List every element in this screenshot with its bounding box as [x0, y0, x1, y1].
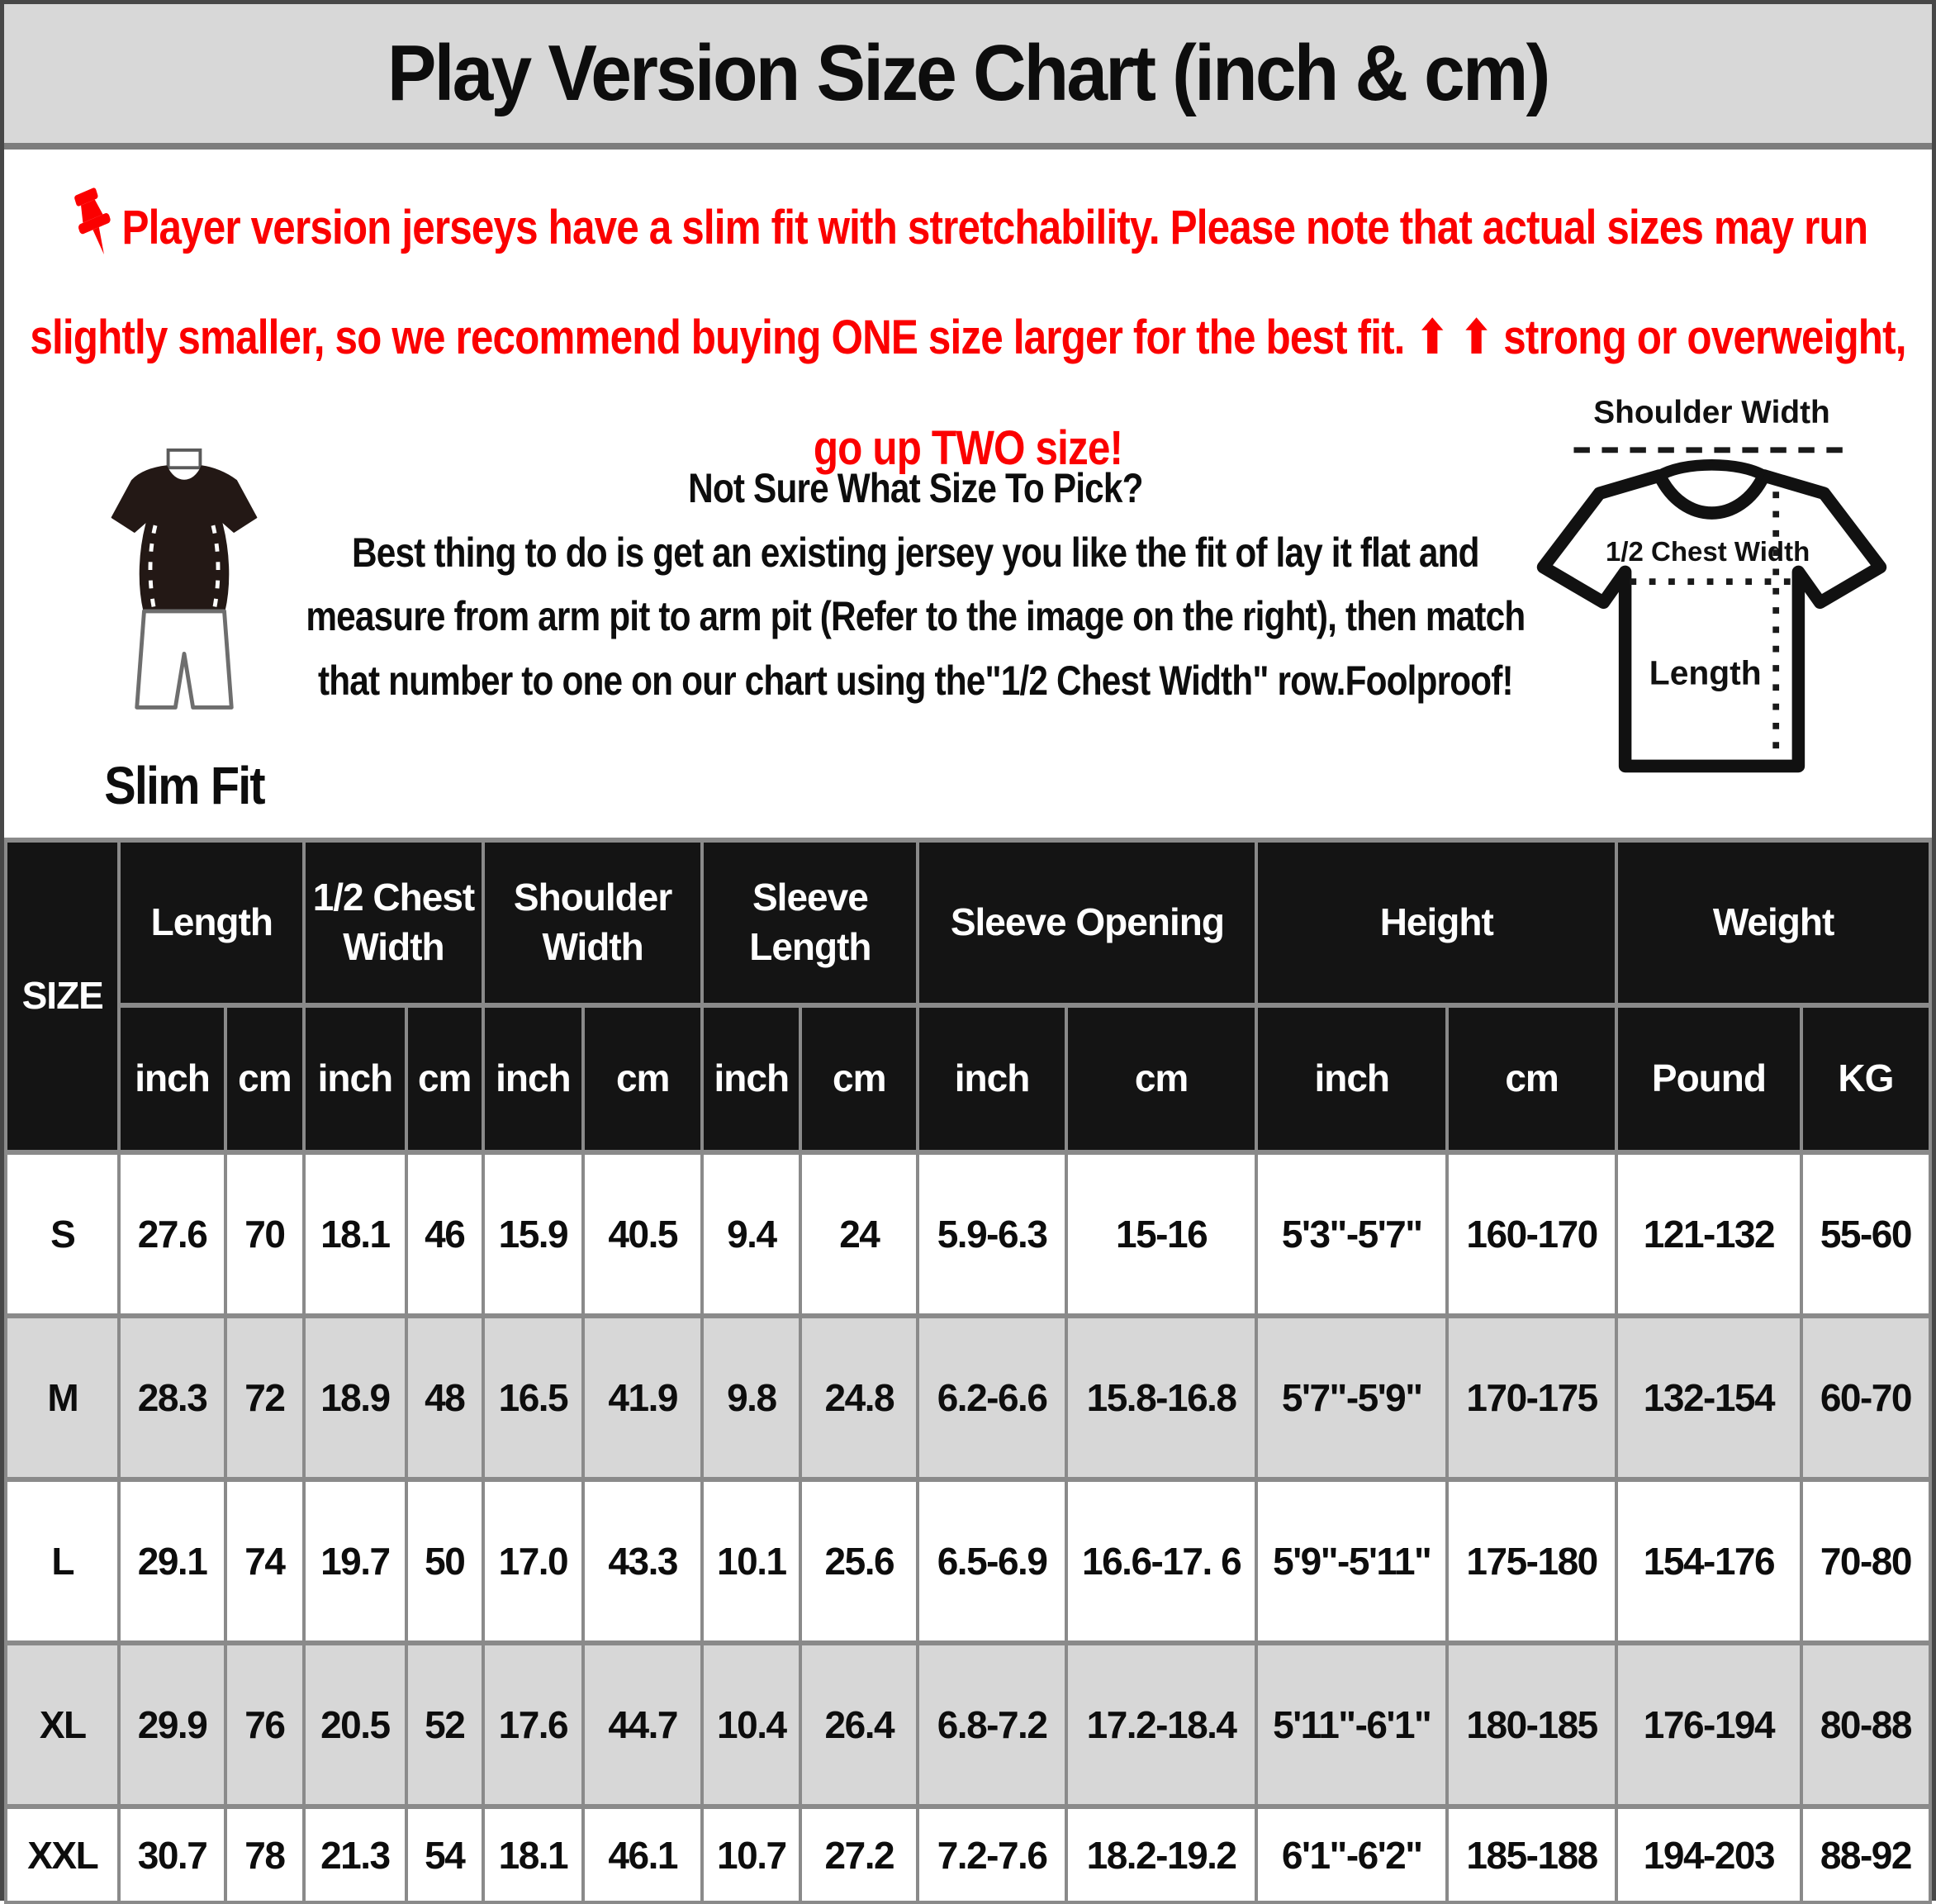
size-cell: XXL — [6, 1807, 119, 1902]
size-cell: M — [6, 1316, 119, 1479]
size-guide — [300, 457, 1531, 713]
table-cell: 70-80 — [1801, 1479, 1930, 1643]
table-cell: 5.9-6.3 — [918, 1152, 1065, 1316]
unit-header: inch — [119, 1005, 225, 1152]
unit-header: cm — [1066, 1005, 1257, 1152]
page-title: Play Version Size Chart (inch & cm) — [387, 29, 1549, 117]
table-cell: 16.5 — [483, 1316, 583, 1479]
table-cell: 9.8 — [702, 1316, 800, 1479]
notice-text: Player version jerseys have a slim fit with stretchability. Please note that actual sizes may run slightly smaller, so we recommend buying ONE size larger for the best fit. ⬆ ⬆ strong or overweight, go up TWO size! — [30, 201, 1906, 475]
guide-heading: Not Sure What Size To Pick? — [688, 465, 1143, 511]
table-cell: 52 — [406, 1643, 483, 1807]
table-cell: 24 — [800, 1152, 918, 1316]
table-cell: 27.6 — [119, 1152, 225, 1316]
table-cell: 80-88 — [1801, 1643, 1930, 1807]
size-cell: XL — [6, 1643, 119, 1807]
col-header-size: SIZE — [6, 840, 119, 1152]
unit-header: KG — [1801, 1005, 1930, 1152]
col-group-half-chest-width: 1/2 Chest Width — [304, 840, 483, 1005]
table-cell: 46 — [406, 1152, 483, 1316]
table-cell: 30.7 — [119, 1807, 225, 1902]
unit-header: cm — [800, 1005, 918, 1152]
col-group-sleeve-length: Sleeve Length — [702, 840, 918, 1005]
table-cell: 9.4 — [702, 1152, 800, 1316]
table-cell: 55-60 — [1801, 1152, 1930, 1316]
table-cell: 15-16 — [1066, 1152, 1257, 1316]
size-cell: S — [6, 1152, 119, 1316]
table-cell: 19.7 — [304, 1479, 406, 1643]
table-cell: 121-132 — [1616, 1152, 1801, 1316]
table-cell: 18.1 — [483, 1807, 583, 1902]
table-cell: 41.9 — [583, 1316, 702, 1479]
table-cell: 40.5 — [583, 1152, 702, 1316]
table-cell: 74 — [225, 1479, 305, 1643]
unit-header: inch — [702, 1005, 800, 1152]
pushpin-icon — [69, 201, 122, 254]
unit-header: cm — [583, 1005, 702, 1152]
table-cell: 17.2-18.4 — [1066, 1643, 1257, 1807]
table-row-xxl — [6, 1807, 1930, 1902]
unit-header: cm — [225, 1005, 305, 1152]
table-cell: 43.3 — [583, 1479, 702, 1643]
col-group-weight: Weight — [1616, 840, 1930, 1005]
col-group-sleeve-opening: Sleeve Opening — [918, 840, 1256, 1005]
table-cell: 17.0 — [483, 1479, 583, 1643]
table-cell: 5'7"-5'9" — [1256, 1316, 1447, 1479]
table-cell: 21.3 — [304, 1807, 406, 1902]
table-cell: 20.5 — [304, 1643, 406, 1807]
unit-header: inch — [1256, 1005, 1447, 1152]
table-cell: 27.2 — [800, 1807, 918, 1902]
table-cell: 6'1"-6'2" — [1256, 1807, 1447, 1902]
col-group-shoulder-width: Shoulder Width — [483, 840, 703, 1005]
tshirt-measure-diagram — [1503, 389, 1920, 806]
table-cell: 18.9 — [304, 1316, 406, 1479]
table-cell: 78 — [225, 1807, 305, 1902]
table-cell: 7.2-7.6 — [918, 1807, 1065, 1902]
slim-fit-figure — [77, 447, 292, 816]
table-cell: 28.3 — [119, 1316, 225, 1479]
table-cell: 10.4 — [702, 1643, 800, 1807]
table-cell: 170-175 — [1447, 1316, 1616, 1479]
table-cell: 180-185 — [1447, 1643, 1616, 1807]
table-cell: 15.8-16.8 — [1066, 1316, 1257, 1479]
table-row-m — [6, 1316, 1930, 1479]
table-cell: 72 — [225, 1316, 305, 1479]
table-cell: 6.5-6.9 — [918, 1479, 1065, 1643]
unit-header: cm — [406, 1005, 483, 1152]
table-cell: 70 — [225, 1152, 305, 1316]
unit-header: inch — [304, 1005, 406, 1152]
slim-fit-label: Slim Fit — [104, 756, 264, 815]
table-cell: 60-70 — [1801, 1316, 1930, 1479]
table-cell: 54 — [406, 1807, 483, 1902]
table-cell: 25.6 — [800, 1479, 918, 1643]
size-cell: L — [6, 1479, 119, 1643]
table-cell: 48 — [406, 1316, 483, 1479]
table-cell: 185-188 — [1447, 1807, 1616, 1902]
table-cell: 176-194 — [1616, 1643, 1801, 1807]
table-row-l — [6, 1479, 1930, 1643]
table-cell: 154-176 — [1616, 1479, 1801, 1643]
table-row-s — [6, 1152, 1930, 1316]
table-cell: 46.1 — [583, 1807, 702, 1902]
col-group-height: Height — [1256, 840, 1616, 1005]
table-cell: 26.4 — [800, 1643, 918, 1807]
table-cell: 16.6-17. 6 — [1066, 1479, 1257, 1643]
table-cell: 18.1 — [304, 1152, 406, 1316]
unit-header: inch — [483, 1005, 583, 1152]
table-cell: 194-203 — [1616, 1807, 1801, 1902]
table-cell: 6.2-6.6 — [918, 1316, 1065, 1479]
table-cell: 15.9 — [483, 1152, 583, 1316]
table-cell: 18.2-19.2 — [1066, 1807, 1257, 1902]
table-cell: 29.9 — [119, 1643, 225, 1807]
table-cell: 175-180 — [1447, 1479, 1616, 1643]
table-cell: 160-170 — [1447, 1152, 1616, 1316]
table-cell: 76 — [225, 1643, 305, 1807]
diagram-half-chest-label: 1/2 Chest Width — [1606, 535, 1810, 567]
unit-header: inch — [918, 1005, 1065, 1152]
table-cell: 132-154 — [1616, 1316, 1801, 1479]
table-cell: 24.8 — [800, 1316, 918, 1479]
title-bar — [4, 4, 1932, 150]
guide-body: Best thing to do is get an existing jersey you like the fit of lay it flat and measure from arm pit to arm pit (Refer to the image on the right), then match that number to one on our chart using the"1/2 Chest Width" row.Foolproof! — [306, 529, 1526, 704]
table-cell: 10.7 — [702, 1807, 800, 1902]
table-cell: 50 — [406, 1479, 483, 1643]
table-cell: 29.1 — [119, 1479, 225, 1643]
table-cell: 88-92 — [1801, 1807, 1930, 1902]
table-cell: 6.8-7.2 — [918, 1643, 1065, 1807]
unit-header: cm — [1447, 1005, 1616, 1152]
diagram-length-label: Length — [1649, 653, 1762, 692]
table-cell: 5'9"-5'11" — [1256, 1479, 1447, 1643]
content-area — [4, 150, 1932, 1901]
slim-fit-icon — [81, 447, 287, 719]
table-cell: 5'3"-5'7" — [1256, 1152, 1447, 1316]
unit-header: Pound — [1616, 1005, 1801, 1152]
size-table — [4, 838, 1932, 1904]
table-cell: 5'11"-6'1" — [1256, 1643, 1447, 1807]
table-cell: 10.1 — [702, 1479, 800, 1643]
table-cell: 17.6 — [483, 1643, 583, 1807]
col-group-length: Length — [119, 840, 304, 1005]
table-row-xl — [6, 1643, 1930, 1807]
table-cell: 44.7 — [583, 1643, 702, 1807]
diagram-shoulder-width-label: Shoulder Width — [1593, 394, 1830, 430]
